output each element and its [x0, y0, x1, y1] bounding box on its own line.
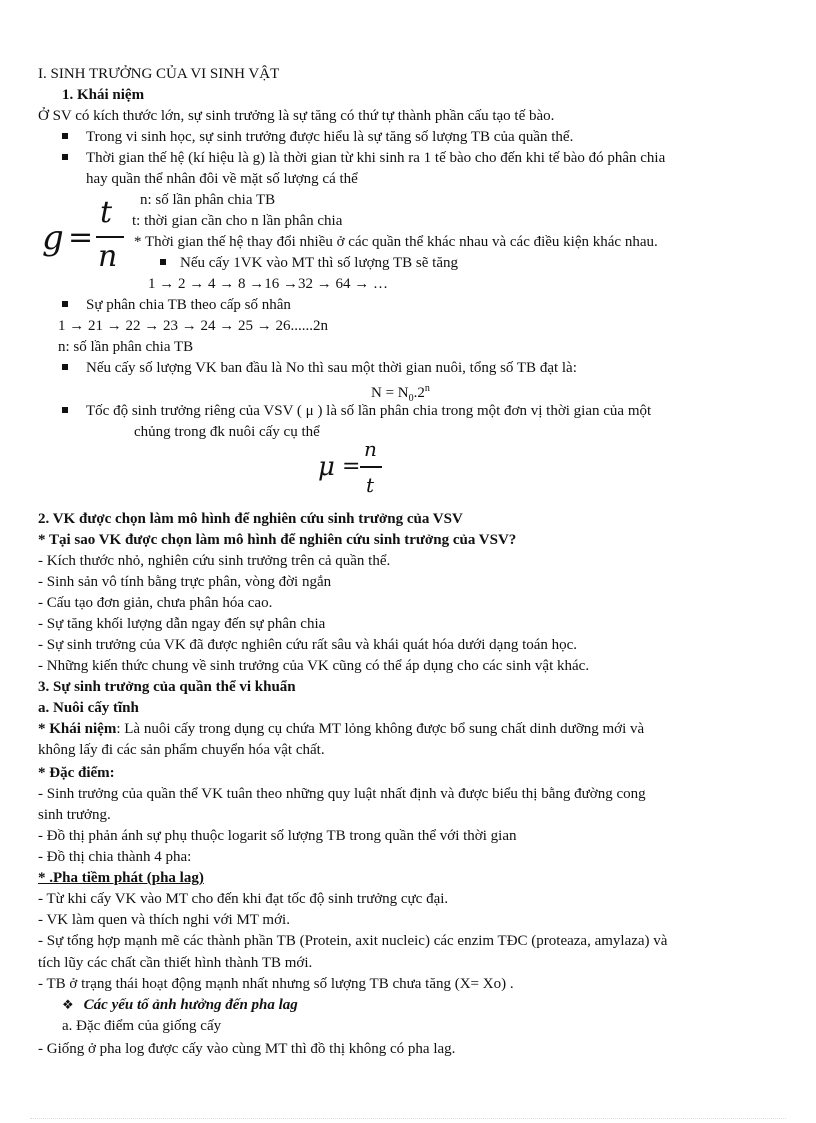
intro-text: Ở SV có kích thước lớn, sự sinh trưởng là sự tăng có thứ tự thành phần cấu tạo tế bào.	[38, 108, 555, 124]
definition-t: t: thời gian cần cho n lần phân chia	[132, 213, 343, 229]
lag-item: - Từ khi cấy VK vào MT cho đến khi đạt tốc độ sinh trưởng cực đại.	[38, 891, 449, 907]
question-heading: * Tại sao VK được chọn làm mô hình để nghiên cứu sinh trưởng của VSV?	[38, 532, 517, 548]
bullet-text: Trong vi sinh học, sự sinh trưởng được hiểu là sự tăng số lượng TB của quần thể.	[86, 129, 574, 145]
section-heading: 3. Sự sinh trưởng của quần thể vi khuẩn	[38, 679, 296, 695]
bullet-continuation: chủng trong đk nuôi cấy cụ thể	[134, 424, 320, 440]
bullet-text: Thời gian thế hệ (kí hiệu là g) là thời gian từ khi sinh ra 1 tế bào cho đến khi tế bào đó phân chia	[86, 150, 666, 166]
feature-item: - Đồ thị phản ánh sự phụ thuộc logarit số lượng TB trong quần thể với thời gian	[38, 828, 517, 844]
bullet-square-icon	[62, 364, 68, 370]
subheading-static-culture: a. Nuôi cấy tĩnh	[38, 700, 139, 716]
sequence-doubling: 1 → 2 → 4 → 8 →16 →32 → 64 → …	[148, 276, 388, 292]
bullet-square-icon	[62, 154, 68, 160]
bullet-square-icon	[62, 407, 68, 413]
concept-paragraph: * Khái niệm: Là nuôi cấy trong dụng cụ chứa MT lỏng không được bổ sung chất dinh dưỡng mới và	[38, 721, 645, 737]
bullet-item	[62, 148, 665, 168]
lag-item: - VK làm quen và thích nghi với MT mới.	[38, 912, 290, 928]
formula-n: n	[98, 239, 118, 274]
bullet-continuation: hay quần thể nhân đôi về mặt số lượng cá thể	[86, 171, 358, 187]
section-heading: I. SINH TRƯỞNG CỦA VI SINH VẬT	[38, 66, 280, 82]
page-footer-divider	[30, 1118, 786, 1119]
list-item: - Sự tăng khối lượng dẫn ngay đến sự phân chia	[38, 616, 326, 632]
formula-n: n	[364, 437, 377, 461]
definition-n-2: n: số lần phân chia TB	[58, 339, 194, 355]
formula-t: t	[100, 195, 113, 230]
formula-t: t	[366, 473, 375, 497]
bullet-item	[62, 295, 291, 315]
bullet-square-icon	[62, 301, 68, 307]
list-item: - Sự sinh trưởng của VK đã được nghiên cứu rất sâu và khái quát hóa dưới dạng toán học.	[38, 637, 578, 653]
bullet-text: Nếu cấy 1VK vào MT thì số lượng TB sẽ tăng	[180, 255, 458, 271]
lag-item: - TB ở trạng thái hoạt động mạnh nhất nhưng số lượng TB chưa tăng (X= Xo) .	[38, 976, 514, 992]
factor-item: a. Đặc điểm của giống cấy	[62, 1018, 222, 1034]
definition-n: n: số lần phân chia TB	[140, 192, 276, 208]
bullet-item	[62, 127, 573, 147]
diamond-bullet-icon: ❖	[62, 997, 74, 1012]
section-heading: 2. VK được chọn làm mô hình để nghiên cứu sinh trưởng của VSV	[38, 511, 463, 527]
bullet-square-icon	[62, 133, 68, 139]
feature-item: - Đồ thị chia thành 4 pha:	[38, 849, 192, 865]
formula-equals: =	[342, 454, 361, 479]
list-item: - Cấu tạo đơn giản, chưa phân hóa cao.	[38, 595, 273, 611]
lag-phase-heading: * .Pha tiềm phát (pha lag)	[38, 870, 204, 886]
list-item: - Kích thước nhỏ, nghiên cứu sinh trưởng trên cả quần thể.	[38, 553, 391, 569]
fraction-bar	[96, 236, 124, 238]
list-item: - Sinh sản vô tính bằng trực phân, vòng đời ngắn	[38, 574, 332, 590]
bullet-text: Nếu cấy số lượng VK ban đầu là No thì sau một thời gian nuôi, tổng số TB đạt là:	[86, 360, 577, 376]
factors-heading: ❖ Các yếu tố ảnh hưởng đến pha lag	[62, 997, 298, 1013]
formula-equals: =	[68, 220, 94, 255]
formula-mu: μ	[318, 452, 335, 482]
subheading-concept: 1. Khái niệm	[62, 87, 145, 103]
lag-item: - Sự tổng hợp mạnh mẽ các thành phần TB (Protein, axit nucleic) các enzim TĐC (proteaza, amylaza) và	[38, 933, 668, 949]
fraction-bar	[360, 466, 382, 468]
feature-item: - Sinh trưởng của quần thể VK tuân theo những quy luật nhất định và được biểu thị bằng đường cong	[38, 786, 646, 802]
bullet-item	[62, 401, 651, 421]
bullet-square-icon	[160, 259, 166, 265]
factor-text: - Giống ở pha log được cấy vào cùng MT thì đồ thị không có pha lag.	[38, 1041, 456, 1057]
concept-continuation: không lấy đi các sản phẩm chuyển hóa vật chất.	[38, 742, 325, 758]
list-item: - Những kiến thức chung về sinh trưởng của VK cũng có thể áp dụng cho các sinh vật khác.	[38, 658, 590, 674]
features-heading: * Đặc điểm:	[38, 765, 115, 781]
feature-continuation: sinh trưởng.	[38, 807, 111, 823]
lag-continuation: tích lũy các chất cần thiết hình thành TB mới.	[38, 955, 313, 971]
note-text: * Thời gian thế hệ thay đổi nhiều ở các quần thể khác nhau và các điều kiện khác nhau.	[134, 234, 658, 250]
formula-g: g	[42, 218, 64, 258]
bullet-item	[160, 253, 458, 273]
sequence-powers: 1 → 21 → 22 → 23 → 24 → 25 → 26......2n	[58, 318, 328, 334]
bullet-text: Sự phân chia TB theo cấp số nhân	[86, 297, 291, 313]
formula-population: $N = N_0.2^n$	[371, 383, 430, 404]
bullet-text: Tốc độ sinh trưởng riêng của VSV ( μ ) là số lần phân chia trong một đơn vị thời gian của một	[86, 403, 652, 419]
bullet-item	[62, 358, 577, 378]
